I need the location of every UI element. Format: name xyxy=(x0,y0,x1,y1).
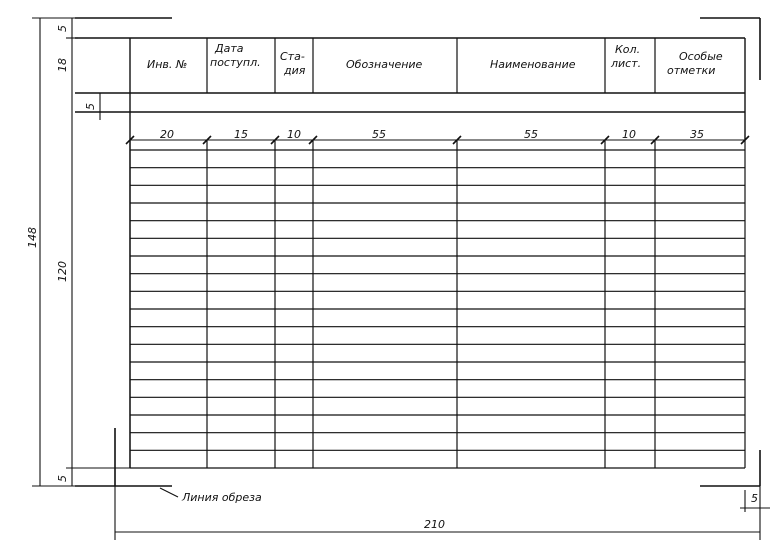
col-header-sheets-1: Кол. xyxy=(615,43,641,56)
col-header-notes-1: Особые xyxy=(679,50,723,63)
col-header-name: Наименование xyxy=(490,58,576,71)
col-header-designation: Обозначение xyxy=(346,58,423,71)
dim-right-margin: 5 xyxy=(751,492,758,505)
col-header-sheets-2: лист. xyxy=(611,57,642,70)
dim-header-height: 18 xyxy=(56,58,69,72)
dim-bottom-margin: 5 xyxy=(56,475,69,482)
trim-line-label: Линия обреза xyxy=(182,491,262,504)
width-label-1: 20 xyxy=(160,128,174,141)
col-header-stage-1: Ста- xyxy=(280,50,305,63)
dim-total-width: 210 xyxy=(424,518,445,531)
width-label-5: 55 xyxy=(524,128,538,141)
trim-marks xyxy=(75,18,760,486)
width-label-6: 10 xyxy=(622,128,636,141)
dim-table-height: 120 xyxy=(56,261,69,282)
width-label-2: 15 xyxy=(234,128,248,141)
header-column-lines xyxy=(207,38,655,93)
col-header-date-2: поступл. xyxy=(210,56,261,69)
width-label-7: 35 xyxy=(690,128,704,141)
col-header-date-1: Дата xyxy=(215,42,244,55)
width-label-4: 55 xyxy=(372,128,386,141)
width-label-3: 10 xyxy=(287,128,301,141)
left-dimensions xyxy=(32,18,130,486)
col-header-stage-2: дия xyxy=(284,64,306,77)
dim-top-margin: 5 xyxy=(56,25,69,32)
dim-gap: 5 xyxy=(84,103,97,110)
col-header-inv: Инв. № xyxy=(147,58,188,71)
table-grid xyxy=(130,140,745,468)
width-labels xyxy=(160,128,704,141)
dim-total-height: 148 xyxy=(26,227,39,248)
col-header-notes-2: отметки xyxy=(667,64,716,77)
header-box xyxy=(75,38,745,468)
header-labels xyxy=(147,42,723,77)
